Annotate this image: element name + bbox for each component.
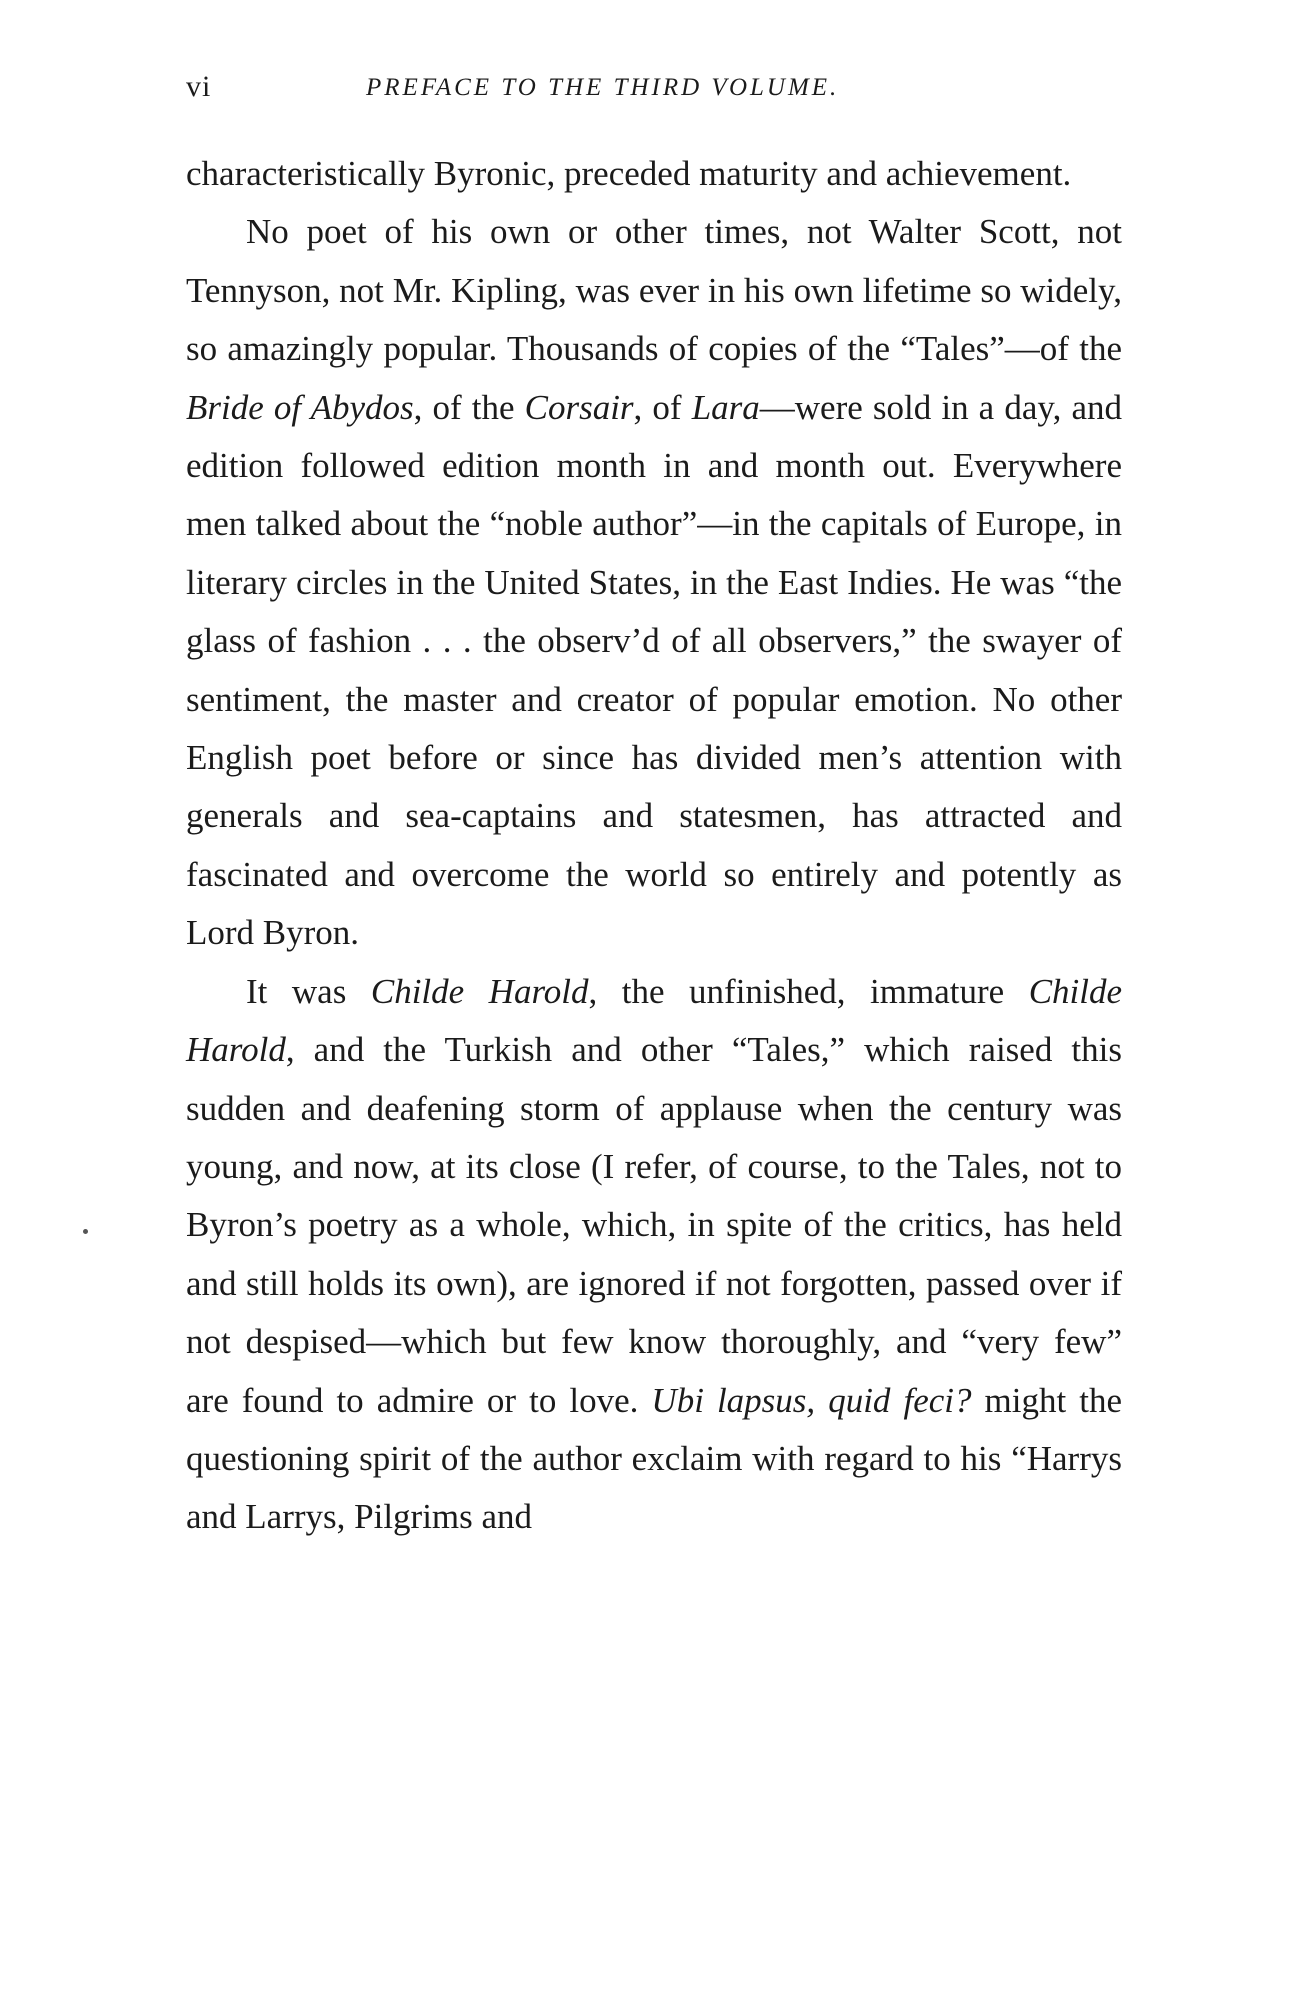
paragraph bbox=[186, 145, 1122, 203]
text-segment: It was bbox=[246, 971, 371, 1011]
page-header bbox=[186, 70, 1122, 110]
body-text bbox=[186, 145, 1122, 1547]
text-segment: might the questioning spirit of the author exclaim with regard to his “Harrys and Larrys, Pilgrims and bbox=[186, 1380, 1122, 1537]
running-title: PREFACE TO THE THIRD VOLUME. bbox=[366, 74, 840, 101]
margin-dot bbox=[83, 1229, 88, 1234]
text-segment: , the unfinished, immature bbox=[588, 971, 1029, 1011]
text-segment: , and the Turkish and other “Tales,” which raised this sudden and deafening storm of applause when the century was young, and now, at its close (I refer, of course, to the Tales, not to Byron’s poetry as a whole, which, in spite of the critics, has held and still holds its own), are ignored if not forgotten, passed over if not despised—which but few know thoroughly, and “very few” are found to admire or to love. bbox=[186, 1030, 1122, 1420]
page-number: vi bbox=[186, 70, 212, 103]
italic-text: Corsair bbox=[524, 387, 634, 427]
text-segment: No poet of his own or other times, not Walter Scott, not Tennyson, not Mr. Kipling, was ever in his own lifetime so widely, so amazingly popular. Thousands of copies of the “Tales”—of the bbox=[186, 212, 1122, 369]
text-segment: characteristically Byronic, preceded maturity and achievement. bbox=[186, 154, 1072, 193]
text-segment: —were sold in a day, and edition followed edition month in and month out. Everywhere men talked about the “noble author”—in the capitals of Europe, in literary circles in the United States, in the East Indies. He was “the glass of fashion . . . the observ’d of all observers,” the swayer of sentiment, the master and creator of popular emotion. No other English poet before or since has divided men’s attention with generals and sea-captains and statesmen, has attracted and fascinated and overcome the world so entirely and potently as Lord Byron. bbox=[186, 387, 1122, 953]
italic-text: Childe Harold bbox=[370, 971, 589, 1011]
italic-text: Ubi lapsus, quid feci? bbox=[651, 1380, 972, 1420]
paragraph bbox=[186, 963, 1122, 1547]
paragraph bbox=[186, 203, 1122, 962]
italic-text: Childe Harold bbox=[186, 971, 1123, 1070]
italic-text: Bride of Abydos bbox=[186, 387, 414, 427]
text-segment: , of the bbox=[413, 387, 525, 427]
text-segment: , of bbox=[633, 387, 692, 427]
italic-text: Lara bbox=[691, 387, 760, 427]
